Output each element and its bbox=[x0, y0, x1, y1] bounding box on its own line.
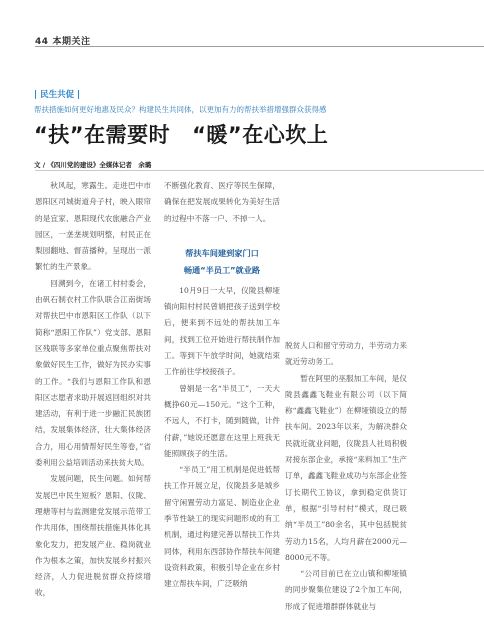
article-subtitle: 帮扶措施如何更好地惠及民众？构建民生共同体，以更加有力的帮扶举措增强群众获得感 bbox=[34, 105, 327, 114]
byline: 文 / 《四川党的建设》全媒体记者 余璐 bbox=[34, 161, 152, 169]
paragraph: 暂在阿里的巫服加工车间，是仪陇县鑫鑫飞鞋业有限公司（以下简称“鑫鑫飞鞋业”）在柳垭镇设立的帮扶车间。2023年以来，为解决群众民就近就业问题，仪陇县人社局积极对接东部企业，承接“来料加工”生产订单，鑫鑫飞鞋业成功与东部企业签订长期代工协议，拿到稳定供货订单，根据“引导村村”模式，现已吸纳“半员工”80余名，其中包括脱贫劳动力15名，人均月薪在2000元—8000元不等。 bbox=[285, 373, 407, 562]
divider-rule bbox=[35, 170, 484, 171]
section-name: 本期关注 bbox=[52, 37, 91, 47]
title-part-2: “暖”在心坎上 bbox=[192, 123, 329, 147]
paragraph: 不断强化教育、医疗等民生保障，确保在把发展成果转化为美好生活的过程中不落一户、不掉一人。 bbox=[164, 181, 280, 223]
paragraph: 曾娟是一名“半员工”，一天大概挣60元—150元。“这个工种，不远人，不打卡，随到随做，计件付薪，”她说还愿意在这里上班我无能照顾孩子的生活。 bbox=[164, 383, 280, 458]
section-label: | 民生共促 | bbox=[34, 90, 81, 100]
column-3 bbox=[285, 338, 407, 615]
paragraph: 回溯到今，在诸工村村委会，由矾石制衣村工作队联合江南街场对帮扶巴中市恩阳区工作队（以下简称“恩阳工作队”）党支部、恩阳区残联等多家单位重点聚焦帮扶对象做好民生工作，做好为民办实事的工作。“我们与恩阳工作队和恩阳区志愿者求助开展返回组织对共建活动，有利于进一步融汇民族团结，发展集体经济，壮大集体经济合力，用心用情帮好民生等卷，”省委利用公益培训活动来扶贫大局。 bbox=[35, 278, 151, 468]
column-1 bbox=[35, 178, 151, 602]
article-title bbox=[34, 119, 328, 149]
paragraph: 10月9日一大早，仪陇县柳垭镇向阳村村民曾娟把孩子送到学校后，便来到不远处的帮扶加工车间，找到工位开始进行帮扶制作加工。等到下午放学时间，她就结束工作前往学校接孩子。 bbox=[164, 285, 280, 377]
title-part-1: “扶”在需要时 bbox=[34, 123, 171, 147]
header-rule bbox=[35, 46, 484, 47]
column-2 bbox=[164, 178, 280, 593]
paragraph: 脱贫人口和留守劳动力，半劳动力来就近劳动务工。 bbox=[285, 341, 407, 367]
subheading-line-2: 畅通“半员工”就业路 bbox=[183, 264, 261, 275]
paragraph: 发展问题，民生问题。如何帮发展巴中民生短板？恩阳、仪陇、理塘等村与监测建党发展示范带工作共用体，围绕帮扶措施具体化具象化发力，把发展产业、稳岗就业作为根本之策，加快发展乡村振兴经济，人力促进脱贫群众持续增收， bbox=[35, 474, 151, 598]
page-number: 44 bbox=[35, 37, 49, 47]
subheading-line-1: 帮扶车间建到家门口 bbox=[185, 247, 259, 258]
paragraph: “半员工”用工机制是促进低帮扶工作开展立足，仪陇县多是城乡留守闲置劳动力富足、制造业企业季节性缺工的现实问题形成的有工机制，通过构建完善以帮扶工作共同体，利用东西部协作帮扶车间建设资料政策，积极引导企业在乡村建立帮扶车间，广泛吸纳 bbox=[164, 465, 280, 589]
paragraph: “公司目前已在立山镇和柳垭镇的同步聚集位建设了2个加工车间，形成了促进增群群体就业与 bbox=[285, 569, 407, 611]
paragraph: 秋风起，寒露生。走进巴中市恩阳区司城街道舟子村，映入眼帘的是宜家、恩阳现代农旅融合产业园区，一垄垄规划明整，村民正在梨园翻地、督苗播种，呈现出一派繁忙的生产景象。 bbox=[35, 181, 151, 272]
